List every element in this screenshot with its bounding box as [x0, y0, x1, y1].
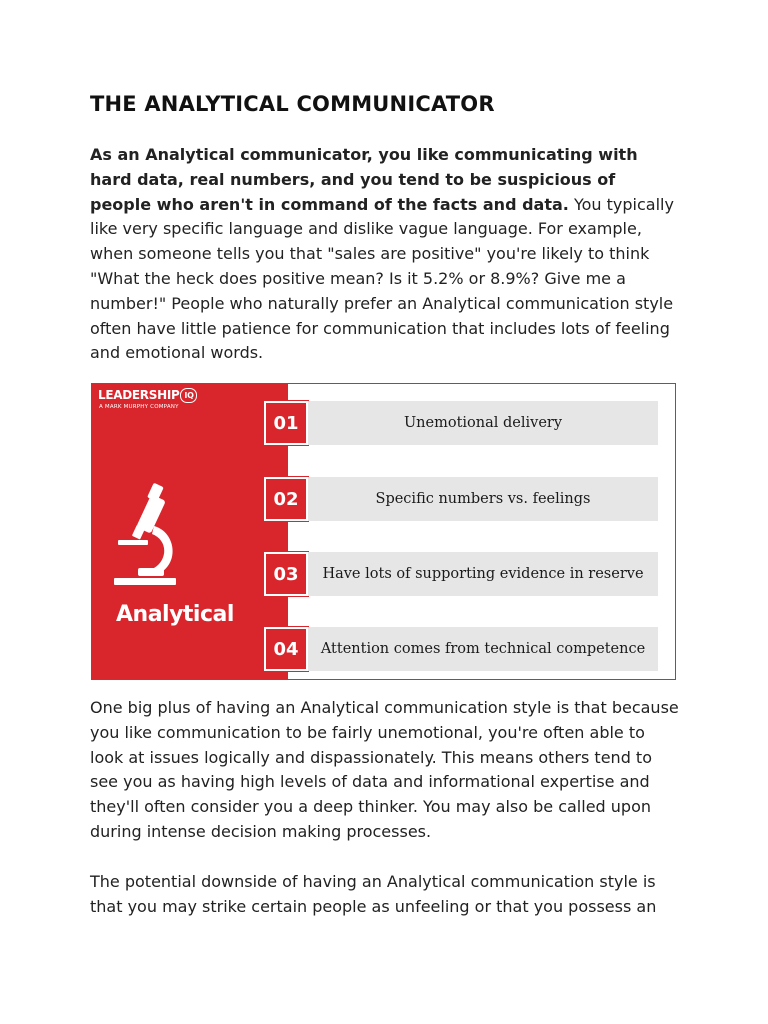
- body-paragraph: One big plus of having an Analytical communication style is that because you like communication to be fairly unemotional, you're often able to look at issues logically and dispassionately. This means others tend to see you as having high levels of data and informational expertise and they'll often consider you a deep thinker. You may also be called upon during intense decision making processes.: [90, 698, 679, 841]
- microscope-icon: [110, 482, 186, 594]
- body-paragraph: The potential downside of having an Analytical communication style is that you may strike certain people as unfeeling or that you possess an: [90, 872, 657, 916]
- item-text: Unemotional delivery: [308, 401, 658, 445]
- logo-badge: IQ: [180, 388, 197, 403]
- intro-text: You typically like very specific language and dislike vague language. For example, when someone tells you that "sales are positive" you're likely to think "What the heck does positive mean? Is it 5.2% or 8.9%? Give me a number!" People who naturally prefer an Analytical communication style often have little patience for communication that includes lots of feeling and emotional words.: [90, 194, 674, 363]
- intro-paragraph: [90, 143, 680, 366]
- infographic-red-panel: [92, 384, 288, 679]
- leadership-iq-logo: [98, 388, 197, 403]
- logo-subtitle: A MARK MURPHY COMPANY: [99, 404, 179, 410]
- item-number: 03: [264, 552, 308, 596]
- intro-bold-text: As an Analytical communicator, you like communicating with hard data, real numbers, and you tend to be suspicious of people who aren't in command of the facts and data.: [90, 145, 638, 214]
- panel-label: Analytical: [116, 602, 234, 627]
- item-text: Attention comes from technical competence: [308, 627, 658, 671]
- item-number: 04: [264, 627, 308, 671]
- page-title: THE ANALYTICAL COMMUNICATOR: [90, 92, 495, 116]
- logo-text: LEADERSHIP: [98, 388, 180, 402]
- item-number: 01: [264, 401, 308, 445]
- item-text: Specific numbers vs. feelings: [308, 477, 658, 521]
- item-text: Have lots of supporting evidence in reserve: [308, 552, 658, 596]
- analytical-infographic: [91, 383, 676, 680]
- item-number: 02: [264, 477, 308, 521]
